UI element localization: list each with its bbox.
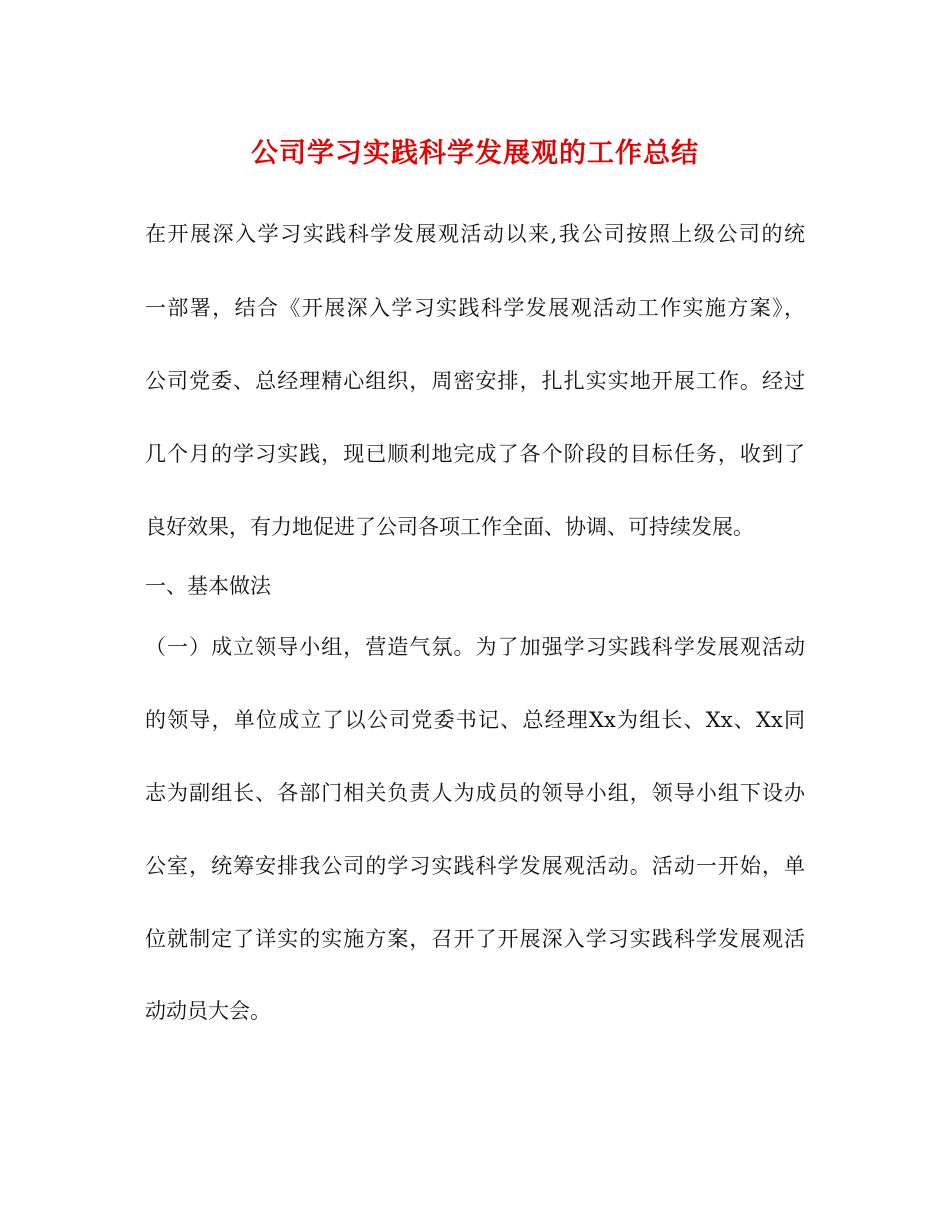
paragraph-2-line-2: 的领导，单位成立了以公司党委书记、总经理Xx为组长、Xx、Xx同 xyxy=(145,708,805,732)
document-title: 公司学习实践科学发展观的工作总结 xyxy=(251,138,699,169)
section-heading: 一、基本做法 xyxy=(145,574,271,598)
paragraph-1-line-3: 公司党委、总经理精心组织，周密安排，扎扎实实地开展工作。经过 xyxy=(145,369,805,393)
paragraph-1-line-4: 几个月的学习实践，现已顺利地完成了各个阶段的目标任务，收到了 xyxy=(145,442,805,466)
paragraph-1-line-5: 良好效果，有力地促进了公司各项工作全面、协调、可持续发展。 xyxy=(145,515,754,539)
paragraph-2-line-1: （一）成立领导小组，营造气氛。为了加强学习实践科学发展观活动 xyxy=(145,635,805,659)
paragraph-2-line-4: 公室，统筹安排我公司的学习实践科学发展观活动。活动一开始，单 xyxy=(145,854,805,878)
paragraph-2-line-3: 志为副组长、各部门相关负责人为成员的领导小组，领导小组下设办 xyxy=(145,781,805,805)
paragraph-1-line-1: 在开展深入学习实践科学发展观活动以来,我公司按照上级公司的统 xyxy=(145,222,805,246)
paragraph-2-line-6: 动动员大会。 xyxy=(145,999,271,1023)
paragraph-1-line-2: 一部署，结合《开展深入学习实践科学发展观活动工作实施方案》， xyxy=(145,296,805,320)
paragraph-2-line-5: 位就制定了详实的实施方案，召开了开展深入学习实践科学发展观活 xyxy=(145,927,805,951)
